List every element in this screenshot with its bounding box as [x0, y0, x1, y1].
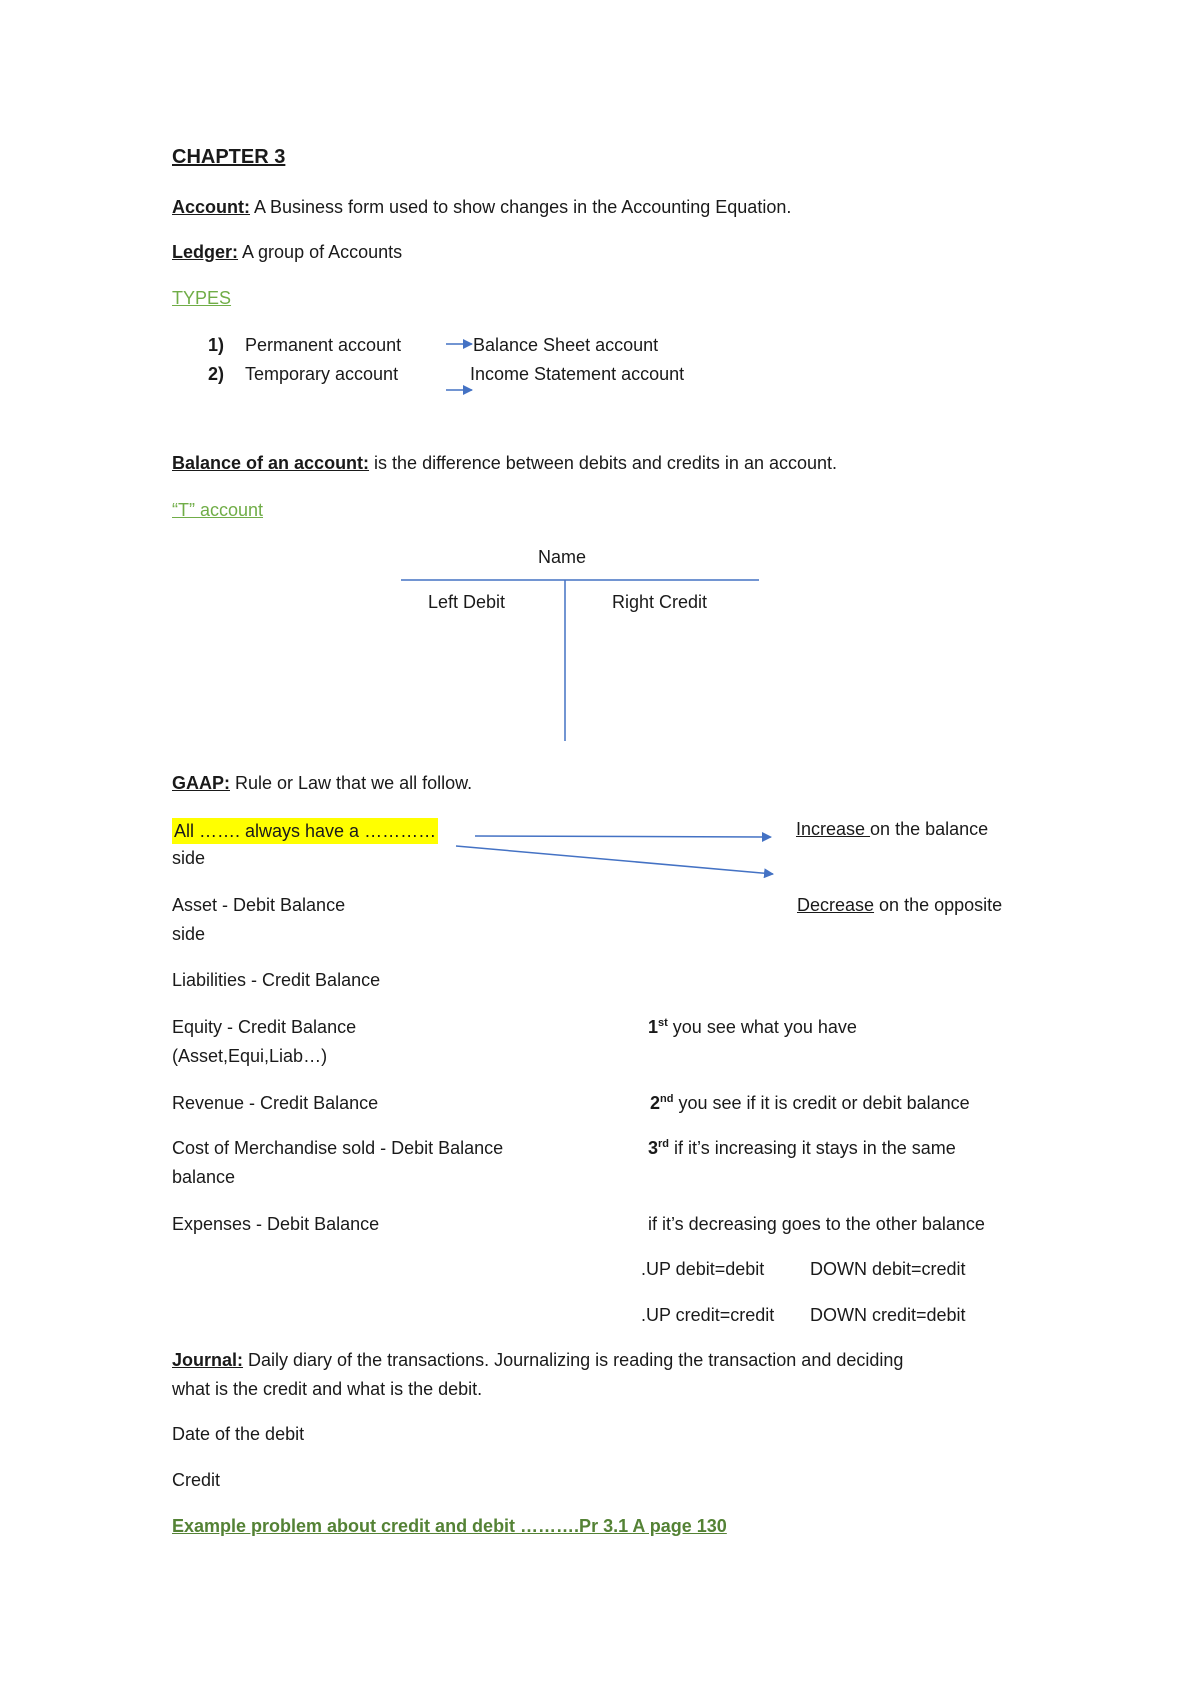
credit-line: Credit	[172, 1470, 221, 1490]
type-number: 1)	[208, 335, 225, 355]
date-line: Date of the debit	[172, 1424, 305, 1444]
step-1-num: 1	[648, 1017, 659, 1037]
step-3-sup: rd	[658, 1138, 670, 1150]
step-4: if it’s decreasing goes to the other balance	[648, 1214, 985, 1234]
step-2-text: you see if it is credit or debit balance	[673, 1093, 970, 1113]
ledger-text: A group of Accounts	[238, 242, 403, 262]
cost-line-cont: balance	[172, 1167, 236, 1187]
t-account-heading: “T” account	[172, 500, 264, 520]
t-account-name: Name	[538, 547, 587, 567]
decrease-word: Decrease	[797, 895, 875, 915]
type-right: Income Statement account	[470, 364, 685, 384]
type-left: Permanent account	[245, 335, 402, 355]
account-text: A Business form used to show changes in the Accounting Equation.	[250, 197, 792, 217]
cost-line: Cost of Merchandise sold - Debit Balance	[172, 1138, 504, 1158]
journal-text: Daily diary of the transactions. Journalizing is reading the transaction and deciding	[243, 1350, 904, 1370]
up-rule-2: .UP credit=credit	[641, 1305, 775, 1325]
increase-rest: on the balance	[870, 819, 989, 839]
revenue-line: Revenue - Credit Balance	[172, 1093, 379, 1113]
page-title: CHAPTER 3	[172, 146, 286, 168]
balance-text: is the difference between debits and credits in an account.	[369, 453, 838, 473]
asset-side: side	[172, 924, 206, 944]
expenses-line: Expenses - Debit Balance	[172, 1214, 380, 1234]
journal-term: Journal:	[172, 1350, 244, 1370]
arrow-increase	[475, 836, 771, 837]
step-1-sup: st	[658, 1017, 668, 1029]
increase-word: Increase	[796, 819, 871, 839]
highlighted-rule: All ……. always have a …………	[172, 818, 438, 844]
up-rule-1: .UP debit=debit	[641, 1259, 765, 1279]
gaap-text: Rule or Law that we all follow.	[230, 773, 473, 793]
step-1-text: you see what you have	[667, 1017, 857, 1037]
t-account-left: Left Debit	[428, 592, 506, 612]
t-account-right: Right Credit	[612, 592, 708, 612]
equity-note: (Asset,Equi,Liab…)	[172, 1046, 328, 1066]
liabilities-line: Liabilities - Credit Balance	[172, 970, 381, 990]
type-number: 2)	[208, 364, 225, 384]
type-left: Temporary account	[245, 364, 399, 384]
types-heading: TYPES	[172, 288, 232, 308]
rule-side: side	[172, 848, 206, 868]
type-right: Balance Sheet account	[473, 335, 659, 355]
gaap-term: GAAP:	[172, 773, 230, 793]
balance-term: Balance of an account:	[172, 453, 370, 473]
account-term: Account:	[172, 197, 250, 217]
equity-line: Equity - Credit Balance	[172, 1017, 357, 1037]
decrease-rest: on the opposite	[874, 895, 1003, 915]
journal-text-cont: what is the credit and what is the debit.	[172, 1379, 483, 1399]
example-link: Example problem about credit and debit ……….Pr 3.1 A page 130	[172, 1516, 727, 1536]
arrow-decrease	[456, 846, 773, 874]
step-3-text: if it’s increasing it stays in the same	[669, 1138, 956, 1158]
ledger-term: Ledger:	[172, 242, 239, 262]
step-3-num: 3	[648, 1138, 659, 1158]
down-rule-2: DOWN credit=debit	[810, 1305, 966, 1325]
step-2-num: 2	[650, 1093, 661, 1113]
step-2-sup: nd	[660, 1093, 674, 1105]
down-rule-1: DOWN debit=credit	[810, 1259, 966, 1279]
asset-line: Asset - Debit Balance	[172, 895, 346, 915]
